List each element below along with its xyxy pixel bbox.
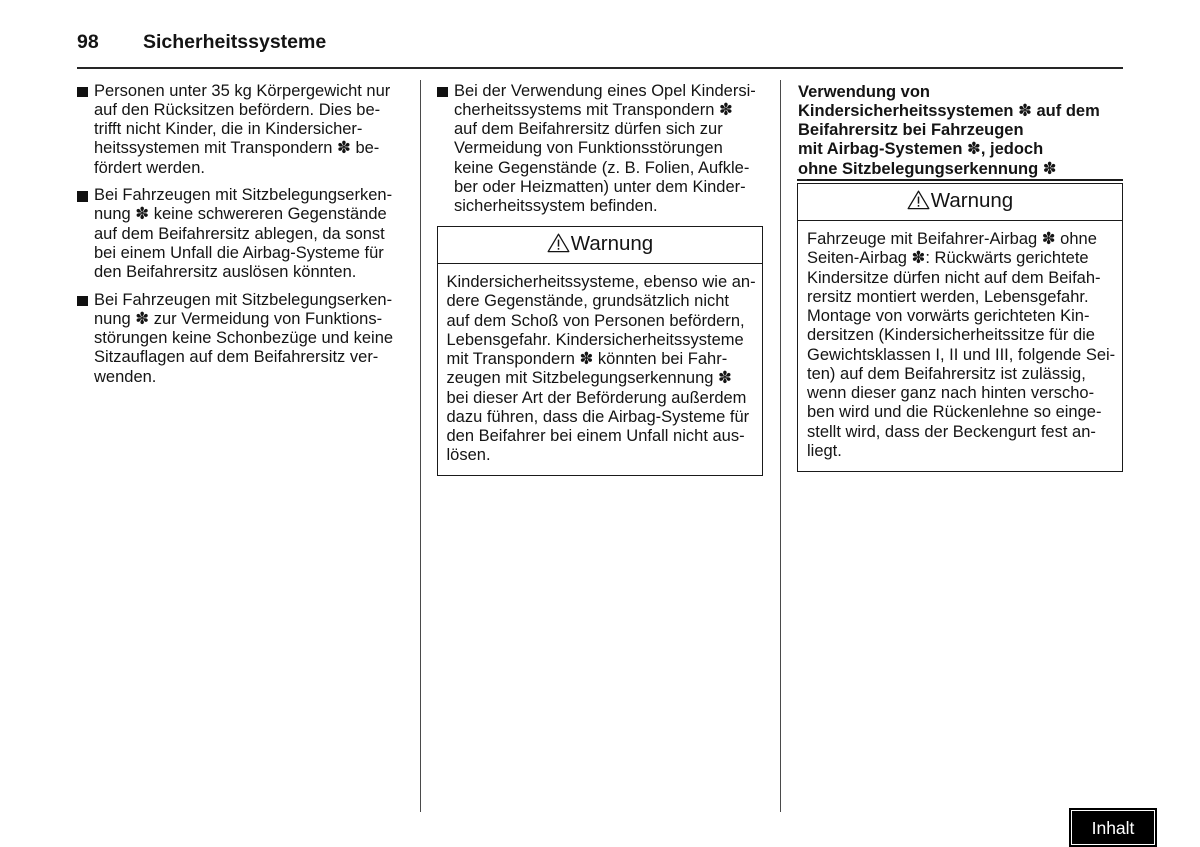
section-title: Sicherheitssysteme: [143, 31, 327, 53]
warning-triangle-icon: [547, 233, 570, 253]
bullet-item: [437, 82, 763, 217]
warning-triangle-icon: [907, 190, 930, 210]
bullet-text: Bei der Verwendung eines Opel Kindersi- cherheitssystems mit Transpondern ✽ auf dem Beifahrersitz dürfen sich zur Vermeidung von Funktionsstörungen keine Gegenstände (z. B. Folien, Aufkle- ber oder Heizmatten) unter dem Kinder- sicherheitssystem befinden.: [454, 81, 756, 215]
column-divider-right: [780, 80, 781, 812]
bullet-item: [77, 291, 412, 387]
column-2: [437, 82, 763, 225]
header-divider: [77, 67, 1123, 69]
warning-title: Warnung: [570, 232, 654, 255]
bullet-item: [77, 186, 412, 282]
warning-box: [437, 226, 763, 476]
warning-header: [798, 184, 1122, 221]
square-bullet-icon: [77, 87, 88, 98]
warning-box: [797, 183, 1123, 472]
bullet-text: Bei Fahrzeugen mit Sitzbelegungserken- nung ✽ zur Vermeidung von Funktions- störungen keine Schonbezüge und keine Sitzauflagen auf dem Beifahrersitz ver- wenden.: [94, 290, 394, 386]
contents-button-label: Inhalt: [1091, 817, 1135, 838]
page-number: 98: [77, 31, 99, 53]
heading-underline: [797, 179, 1123, 181]
square-bullet-icon: [77, 296, 88, 307]
section-heading: Verwendung von Kindersicherheitssystemen ✽ auf dem Beifahrersitz bei Fahrzeugen mit Airbag-Systemen ✽, jedoch ohne Sitzbelegungserkennung ✽: [798, 82, 1100, 178]
warning-text: Kindersicherheitssysteme, ebenso wie an- dere Gegenstände, grundsätzlich nicht auf dem Schoß von Personen befördern, Lebensgefahr. Kindersicherheitssysteme mit Transpondern ✽ könnten bei Fahr- zeugen mit Sitzbelegungserkennung ✽ bei dieser Art der Beförderung außerdem dazu führen, dass die Airbag-Systeme für den Beifahrer bei einem Unfall nicht aus- lösen.: [446, 273, 756, 465]
warning-header: [438, 227, 762, 264]
warning-title: Warnung: [930, 189, 1014, 212]
bullet-text: Personen unter 35 kg Körpergewicht nur auf den Rücksitzen befördern. Dies be- trifft nicht Kinder, die in Kindersicher- heitssystemen mit Transpondern ✽ be- fördert werden.: [94, 81, 391, 177]
square-bullet-icon: [77, 191, 88, 202]
warning-text: Fahrzeuge mit Beifahrer-Airbag ✽ ohne Seiten-Airbag ✽: Rückwärts gerichtete Kindersitze dürfen nicht auf dem Beifah- rersitz montiert werden, Lebensgefahr. Montage von vorwärts gerichteten Kin- dersitzen (Kindersicherheitssitze für die Gewichtsklassen I, II und III, folgende Sei- ten) auf dem Beifahrersitz ist zulässig, wenn dieser ganz nach hinten verscho- ben wird und die Rückenlehne so einge- stellt wird, dass der Beckengurt fest an- liegt.: [807, 230, 1116, 460]
bullet-item: [77, 82, 412, 178]
bullet-text: Bei Fahrzeugen mit Sitzbelegungserken- nung ✽ keine schwereren Gegenstände auf dem Beifahrersitz ablegen, da sonst bei einem Unfall die Airbag-Systeme für den Beifahrersitz auslösen könnten.: [94, 186, 393, 281]
column-divider-left: [420, 80, 421, 812]
contents-button[interactable]: [1069, 808, 1157, 847]
column-1: [77, 82, 412, 396]
square-bullet-icon: [437, 87, 448, 98]
